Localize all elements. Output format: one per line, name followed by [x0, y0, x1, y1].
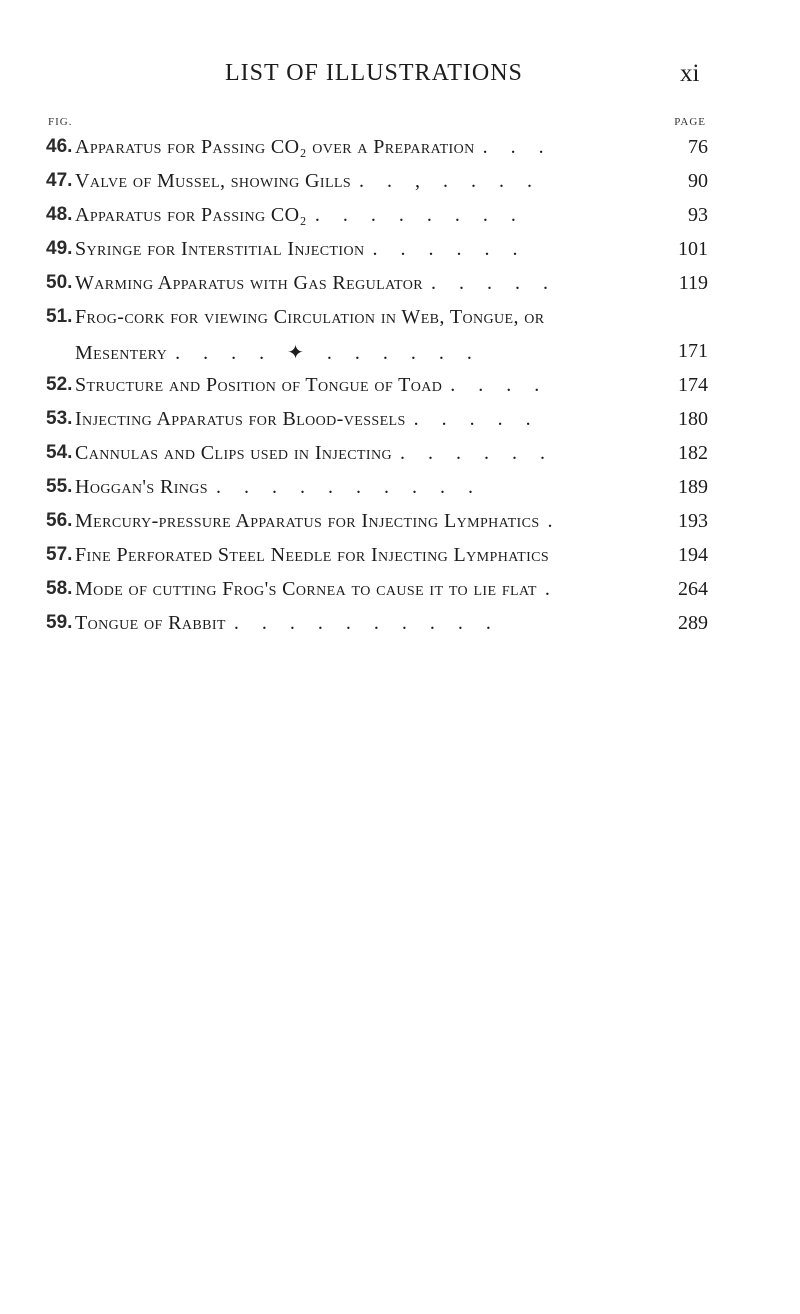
figure-number: 52. — [46, 374, 73, 395]
page-number: 101 — [678, 238, 708, 260]
dot-leader: . . . . . . . . . . — [216, 476, 482, 498]
figure-title: Structure and Position of Tongue of Toad . . . . — [75, 374, 549, 396]
dot-leader: . . . . . . . . . . — [233, 612, 500, 634]
figure-number: 58. — [46, 578, 73, 599]
dot-leader: . . , . . . . — [359, 170, 542, 192]
illustrations-list — [0, 132, 800, 642]
dot-leader: . . . . . — [431, 272, 557, 294]
list-item — [0, 506, 800, 540]
list-item — [0, 574, 800, 608]
figure-title: Warming Apparatus with Gas Regulator . . . . . — [75, 272, 557, 294]
page-number: 76 — [688, 136, 708, 158]
list-item — [0, 608, 800, 642]
figure-number: 50. — [46, 272, 73, 293]
figure-title: Fine Perforated Steel Needle for Injecting Lymphatics — [75, 544, 550, 566]
running-head — [0, 60, 800, 92]
page-number: 182 — [678, 442, 708, 464]
page-number: 193 — [678, 510, 708, 532]
list-item — [0, 268, 800, 302]
list-item — [0, 132, 800, 166]
list-item — [0, 540, 800, 574]
dot-leader: . . . . . . — [399, 442, 554, 464]
figure-title: Mode of cutting Frog's Cornea to cause it to lie flat . — [75, 578, 559, 600]
figure-title: Frog-cork for viewing Circulation in Web, Tongue, or — [75, 306, 545, 328]
fig-column-label: FIG. — [48, 116, 73, 128]
page-number: 189 — [678, 476, 708, 498]
dot-leader: . . . — [482, 136, 553, 158]
dot-leader: . — [544, 578, 559, 600]
list-item — [0, 404, 800, 438]
figure-number: 59. — [46, 612, 73, 633]
figure-number: 56. — [46, 510, 73, 531]
dot-leader: . . . . — [450, 374, 549, 396]
page-number: 194 — [678, 544, 708, 566]
figure-title: Hoggan's Rings . . . . . . . . . . — [75, 476, 482, 498]
dot-leader: . . . . . . . . — [314, 204, 525, 226]
page-number: 93 — [688, 204, 708, 226]
figure-number: 51. — [46, 306, 73, 327]
page-title: LIST OF ILLUSTRATIONS — [225, 60, 523, 86]
figure-title: Cannulas and Clips used in Injecting . . . . . . — [75, 442, 554, 464]
figure-title: Tongue of Rabbit . . . . . . . . . . — [75, 612, 500, 634]
page-number: 174 — [678, 374, 708, 396]
dot-leader: . . . . . . — [372, 238, 527, 260]
page-number: 119 — [678, 272, 708, 294]
column-labels — [0, 116, 800, 130]
list-item — [0, 438, 800, 472]
list-item — [0, 302, 800, 370]
page-column-label: PAGE — [674, 116, 706, 128]
dot-leader: . — [547, 510, 562, 532]
figure-number: 48. — [46, 204, 73, 225]
page-number: 90 — [688, 170, 708, 192]
figure-title: Mercury-pressure Apparatus for Injecting Lymphatics . — [75, 510, 562, 532]
figure-title: Syringe for Interstitial Injection . . . . . . — [75, 238, 527, 260]
page-number: 264 — [678, 578, 708, 600]
figure-title: Injecting Apparatus for Blood-vessels . . . . . — [75, 408, 540, 430]
dot-leader: . . . . ✦ . . . . . . — [175, 342, 481, 364]
list-item — [0, 370, 800, 404]
page-number: 289 — [678, 612, 708, 634]
figure-number: 49. — [46, 238, 73, 259]
figure-number: 57. — [46, 544, 73, 565]
figure-title: Valve of Mussel, showing Gills . . , . . . . — [75, 170, 542, 192]
page-number: 180 — [678, 408, 708, 430]
figure-number: 53. — [46, 408, 73, 429]
list-item — [0, 166, 800, 200]
list-item — [0, 234, 800, 268]
figure-title-continued: Mesentery . . . . ✦ . . . . . . — [75, 342, 481, 364]
page-number: 171 — [678, 340, 708, 362]
list-item — [0, 472, 800, 506]
figure-number: 46. — [46, 136, 73, 157]
figure-number: 55. — [46, 476, 73, 497]
figure-number: 54. — [46, 442, 73, 463]
dot-leader: . . . . . — [413, 408, 540, 430]
figure-title: Apparatus for Passing CO₂ . . . . . . . . — [75, 204, 525, 226]
list-item — [0, 200, 800, 234]
page-numeral: xi — [680, 60, 700, 87]
figure-title: Apparatus for Passing CO₂ over a Preparation . . . — [75, 136, 553, 158]
figure-number: 47. — [46, 170, 73, 191]
